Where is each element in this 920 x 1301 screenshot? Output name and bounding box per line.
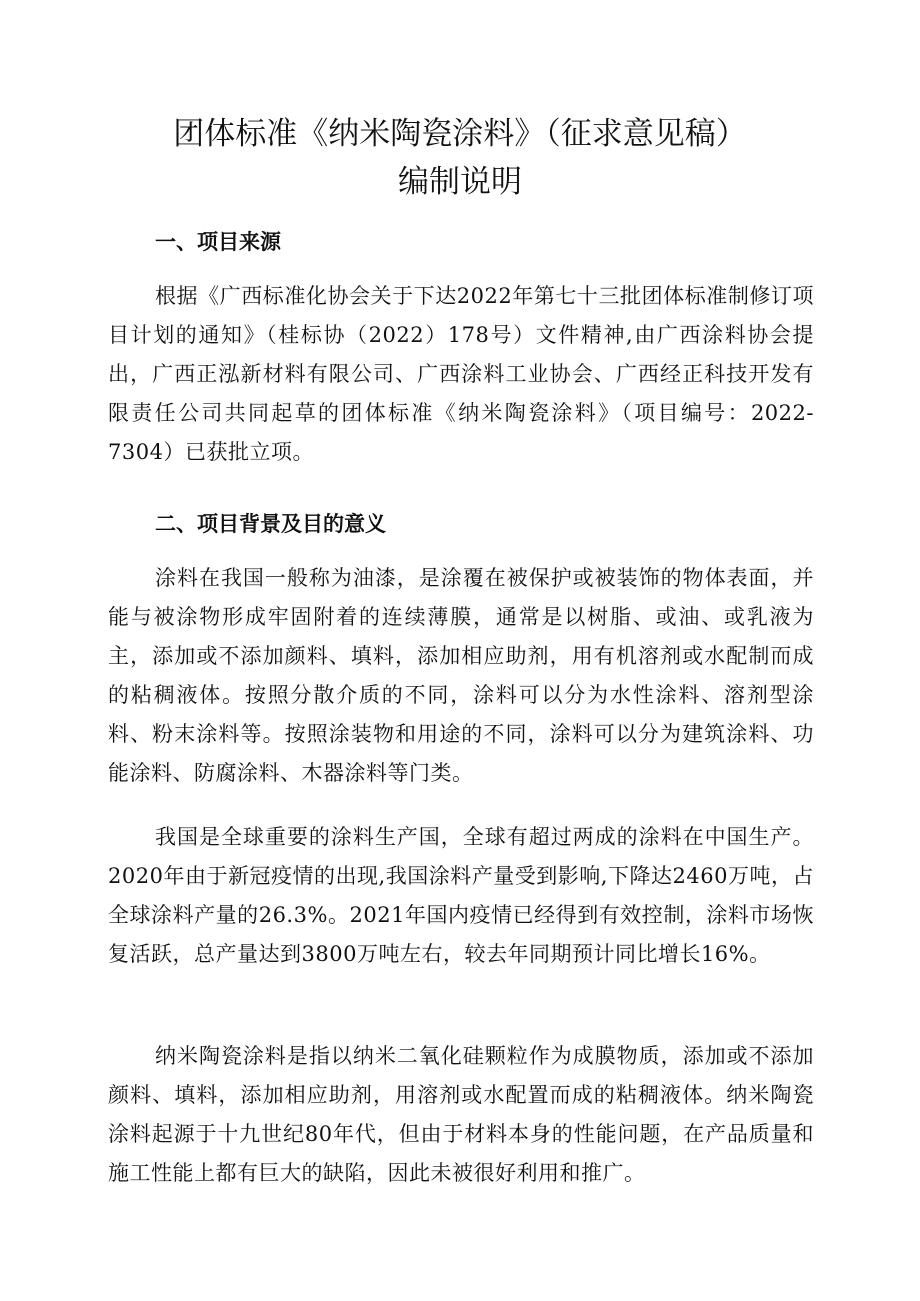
- document-title: 团体标准《纳米陶瓷涂料》（征求意见稿）: [173, 116, 747, 152]
- paragraph-production-stats: 我国是全球重要的涂料生产国，全球有超过两成的涂料在中国生产。2020年由于新冠疫情的出现,我国涂料产量受到影响,下降达2460万吨，占全球涂料产量的26.3%。2021年国内疫情已经得到有效控制，涂料市场恢复活跃，总产量达到3800万吨左右，较去年同期预计同比增长16%。: [108, 825, 814, 966]
- section-heading-project-source: 一、项目来源: [155, 230, 281, 254]
- paragraph-nano-ceramic: 纳米陶瓷涂料是指以纳米二氧化硅颗粒作为成膜物质，添加或不添加颜料、填料，添加相应助剂，用溶剂或水配置而成的粘稠液体。纳米陶瓷涂料起源于十九世纪80年代，但由于材料本身的性能问题，在产品质量和施工性能上都有巨大的缺陷，因此未被很好利用和推广。: [108, 1044, 814, 1185]
- paragraph-coating-definition: 涂料在我国一般称为油漆，是涂覆在被保护或被装饰的物体表面，并能与被涂物形成牢固附着的连续薄膜，通常是以树脂、或油、或乳液为主，添加或不添加颜料、填料，添加相应助剂，用有机溶剂或水配制而成的粘稠液体。按照分散介质的不同，涂料可以分为水性涂料、溶剂型涂料、粉末涂料等。按照涂装物和用途的不同，涂料可以分为建筑涂料、功能涂料、防腐涂料、木器涂料等门类。: [108, 566, 814, 785]
- section-heading-background: 二、项目背景及目的意义: [155, 512, 386, 536]
- paragraph-project-source: 根据《广西标准化协会关于下达2022年第七十三批团体标准制修订项目计划的通知》（桂标协（2022）178号）文件精神,由广西涂料协会提出，广西正泓新材料有限公司、广西涂料工业协会、广西经正科技开发有限责任公司共同起草的团体标准《纳米陶瓷涂料》（项目编号：2022-7304）已获批立项。: [108, 284, 814, 464]
- document-subtitle: 编制说明: [398, 164, 522, 200]
